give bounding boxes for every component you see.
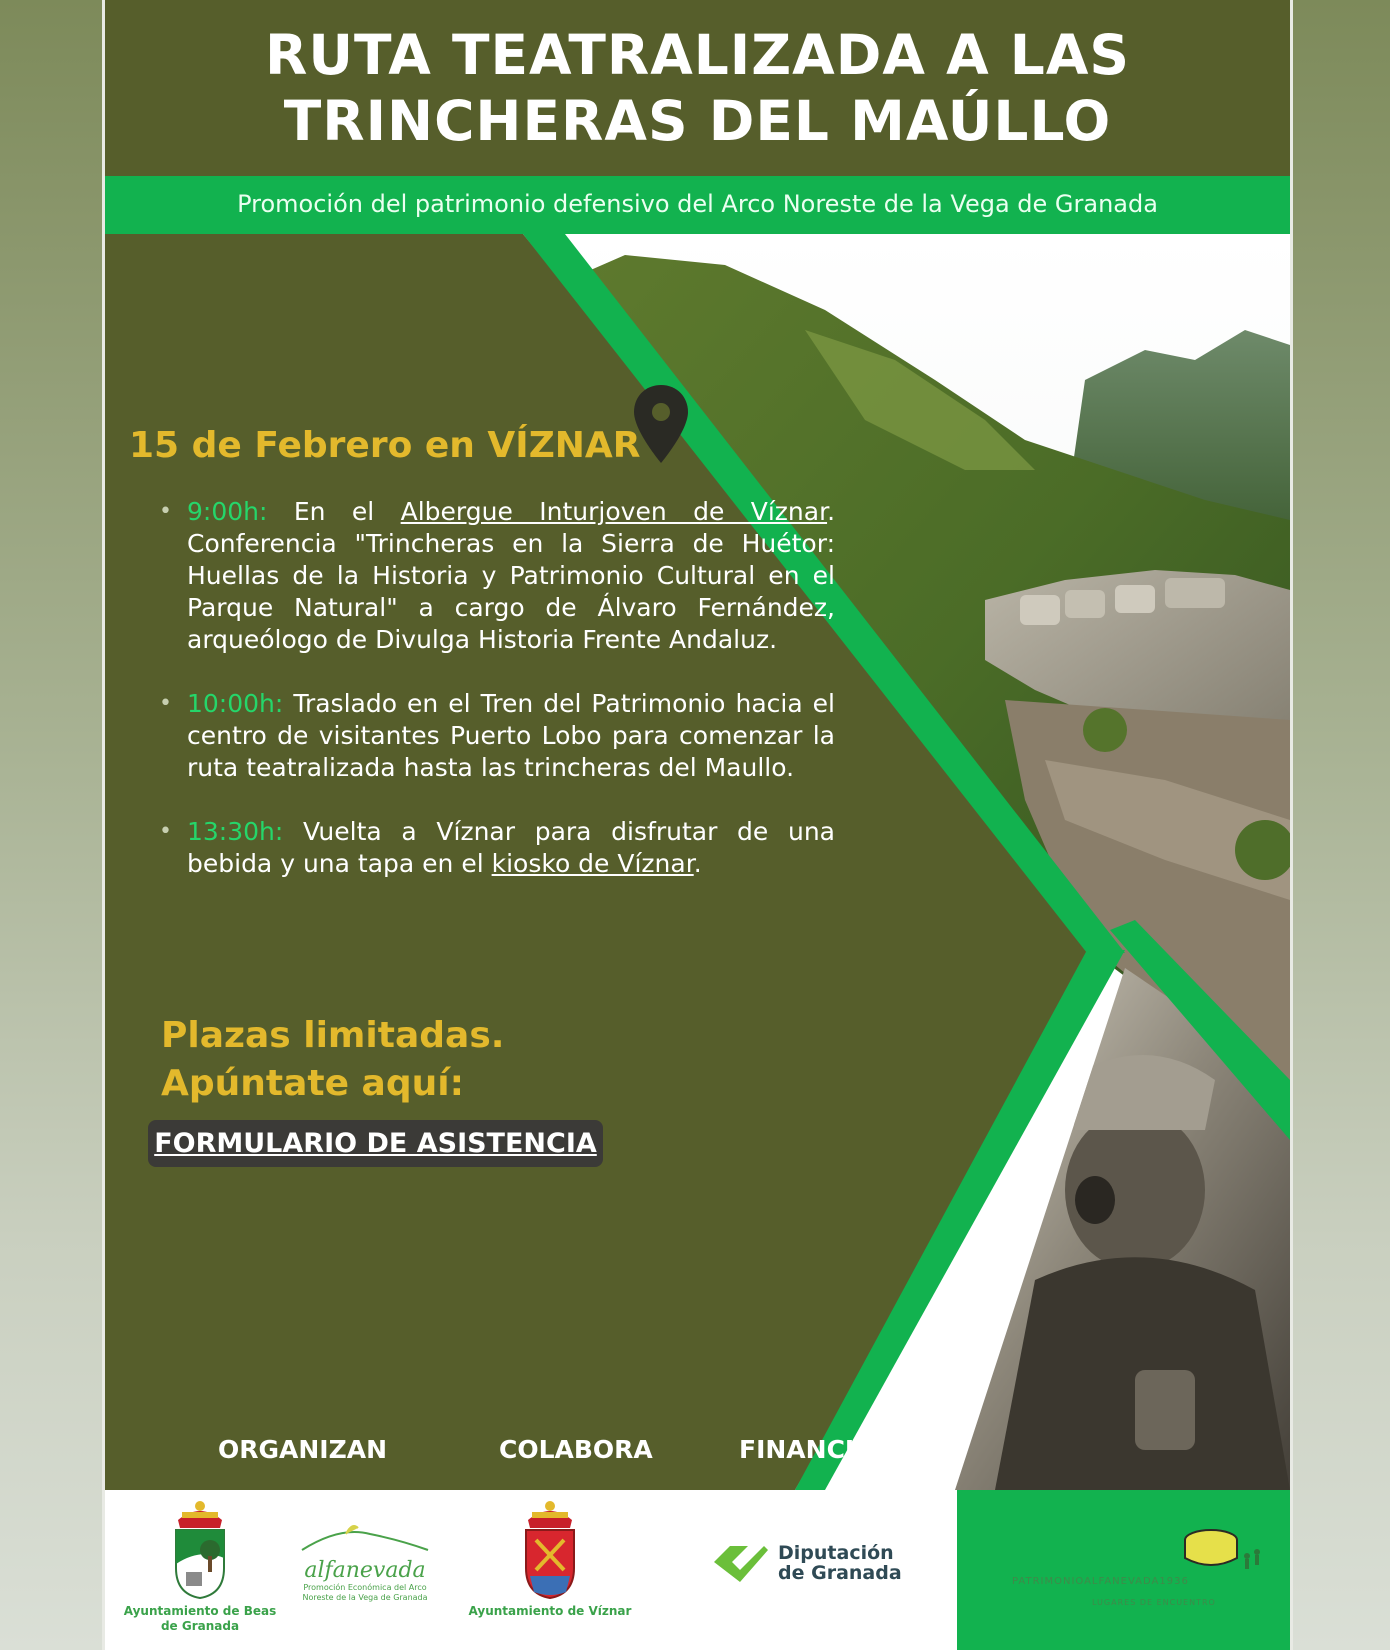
organizan-label: ORGANIZAN: [218, 1435, 387, 1464]
beas-caption: Ayuntamiento de Beas de Granada: [123, 1604, 277, 1633]
financia-label: FINANCIA: [739, 1435, 874, 1464]
agenda-time: 9:00h:: [187, 497, 268, 526]
agenda-text: Vuelta a Víznar para disfrutar de una bebida y una tapa en el: [187, 817, 835, 878]
sponsor-logos-strip: [105, 1490, 957, 1650]
bullet-icon: •: [159, 499, 172, 524]
alfanevada-logo: [295, 1520, 435, 1603]
event-date-heading: 15 de Febrero en VÍZNAR: [129, 425, 641, 466]
viznar-coat-of-arms-icon: [520, 1498, 580, 1600]
agenda-time: 10:00h:: [187, 689, 284, 718]
agenda-item: [135, 688, 835, 784]
patrimonio-logo-icon: [1175, 1518, 1265, 1578]
diputacion-line-1: Diputación: [778, 1542, 894, 1564]
subtitle-band: Promoción del patrimonio defensivo del Arco Noreste de la Vega de Granada: [105, 176, 1290, 234]
colabora-label: COLABORA: [499, 1435, 653, 1464]
title-band: [105, 0, 1290, 176]
viznar-logo: [465, 1498, 635, 1619]
patrimonio-tagline: LUGARES DE ENCUENTRO: [1092, 1598, 1216, 1607]
title-line-1: RUTA TEATRALIZADA A LAS: [264, 23, 1131, 87]
alfanevada-wordmark: alfanevada: [304, 1558, 426, 1583]
agenda-text: En el: [267, 497, 401, 526]
agenda-text: Traslado en el Tren del Patrimonio hacia el centro de visitantes Puerto Lobo para comenzar la ruta teatralizada hasta las trincheras del Maullo.: [187, 689, 835, 782]
agenda-time: 13:30h:: [187, 817, 284, 846]
agenda-text: . Conferencia "Trincheras en la Sierra de Huétor: Huellas de la Historia y Patrimonio Cultural en el Parque Natural" a cargo de Álvaro Fernández, arqueólogo de Divulga Historia Frente Andaluz.: [187, 497, 836, 654]
alfanevada-mountain-icon: [300, 1520, 430, 1554]
event-poster: [105, 0, 1290, 1650]
limited-line-2: Apúntate aquí:: [161, 1063, 464, 1104]
agenda-text: .: [693, 849, 702, 878]
bullet-icon: •: [159, 691, 172, 716]
agenda-item: [135, 816, 835, 880]
agenda-item: [135, 496, 835, 656]
patrimonio-logo-panel: [957, 1490, 1290, 1650]
limited-places-notice: [161, 1012, 504, 1108]
patrimonio-wordmark: PATRIMONIOALFANEVADA1936: [1012, 1576, 1189, 1587]
diputacion-logo: [710, 1540, 910, 1586]
viznar-caption: Ayuntamiento de Víznar: [468, 1604, 632, 1618]
kiosko-link[interactable]: kiosko de Víznar: [491, 849, 694, 878]
bullet-icon: •: [159, 819, 172, 844]
alfanevada-tagline: Promoción Económica del Arco Noreste de la Vega de Granada: [302, 1583, 428, 1602]
agenda-list: [135, 496, 835, 912]
beas-logo: [115, 1498, 285, 1634]
albergue-link[interactable]: Albergue Inturjoven de Víznar: [400, 497, 828, 526]
title-line-2: TRINCHERAS DEL MAÚLLO: [283, 89, 1112, 153]
beas-coat-of-arms-icon: [170, 1498, 230, 1600]
attendance-form-button[interactable]: FORMULARIO DE ASISTENCIA: [148, 1120, 603, 1167]
limited-line-1: Plazas limitadas.: [161, 1015, 505, 1056]
diputacion-line-2: de Granada: [778, 1562, 902, 1584]
diputacion-logo-icon: [710, 1540, 770, 1586]
